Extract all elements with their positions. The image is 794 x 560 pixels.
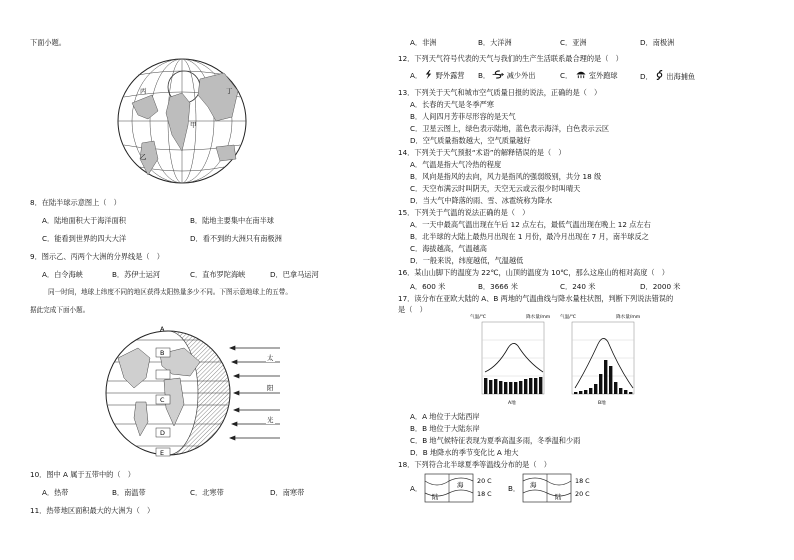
globe1-label-ding: 丁 — [226, 87, 233, 95]
q9-option-b[interactable]: B．苏伊士运河 — [112, 270, 161, 279]
q10-stem: 10．图中 A 属于五带中的（ ） — [30, 470, 135, 479]
q13-option-c[interactable]: C．卫星云图上，绿色表示陆地，蓝色表示海洋，白色表示云区 — [410, 124, 610, 133]
q8-option-c[interactable]: C．能看到世界的四大大洋 — [42, 234, 127, 243]
q12-option-b-text: 减少外出 — [506, 71, 536, 80]
q15-option-b[interactable]: B．北半球的大陆上最热月出现在 1 月份，最冷月出现在 7 月，南半球反之 — [410, 232, 649, 241]
q16-stem: 16．某山山脚下的温度为 22℃，山顶的温度为 10℃，那么这座山的相对高度（ ） — [398, 268, 669, 277]
q15-stem: 15．下列关于气温的说法正确的是（ ） — [398, 208, 530, 217]
q17-option-d[interactable]: D．B 地降水的季节变化比 A 地大 — [410, 448, 519, 457]
q18a-land: 陆 — [432, 493, 439, 501]
chart-b-right-axis-title: 降水量/mm — [616, 315, 641, 320]
sandstorm-icon — [492, 70, 504, 79]
zone-label-b: B — [160, 349, 165, 357]
sunlight-char-yang: 阳 — [267, 384, 274, 392]
q18-option-a[interactable]: A． — [410, 484, 423, 493]
q16-option-d[interactable]: D．2000 米 — [640, 282, 681, 291]
q18a-t20: 20 C — [477, 477, 492, 485]
sunlight-char-tai: 太 — [267, 354, 274, 362]
zone-label-a: A — [160, 325, 165, 333]
climate-chart-b — [558, 312, 648, 410]
q12-option-d-letter: D． — [640, 72, 653, 81]
q18-diagram-b[interactable] — [522, 473, 602, 503]
q15-option-d[interactable]: D．一般来说，纬度越低，气温越低 — [410, 256, 524, 265]
q9-stem: 9．图示乙、丙两个大洲的分界线是（ ） — [30, 252, 164, 261]
q18b-t20: 20 C — [575, 490, 590, 498]
q12-option-c-letter: C． — [560, 71, 573, 80]
q16-option-b[interactable]: B．3666 米 — [478, 282, 518, 291]
q11-option-a[interactable]: A．非洲 — [410, 38, 437, 47]
zone-label-c: C — [160, 396, 165, 404]
globe1-label-bing: 丙 — [140, 87, 147, 95]
q12-option-a[interactable] — [410, 70, 464, 80]
q9-option-a[interactable]: A．白令海峡 — [42, 270, 83, 279]
q18a-sea: 海 — [457, 481, 464, 489]
q13-option-a[interactable]: A．长春的天气是冬季严寒 — [410, 100, 494, 109]
q10-option-b[interactable]: B．南温带 — [112, 488, 146, 497]
typhoon-icon — [655, 70, 664, 80]
sunlight-char-guang: 光 — [267, 416, 274, 424]
q14-option-b[interactable]: B．风向是指风的去向，风力是指风的强弱级别，共分 18 级 — [410, 172, 602, 181]
q14-stem: 14．下列关于天气预报“术语”的解释错误的是（ ） — [398, 148, 566, 157]
q17-option-b[interactable]: B．B 地位于大陆东岸 — [410, 424, 480, 433]
q18b-land: 陆 — [555, 493, 562, 501]
q15-option-a[interactable]: A．一天中最高气温出现在午后 12 点左右，最低气温出现在晚上 12 点左右 — [410, 220, 651, 229]
zone-label-e: E — [160, 449, 165, 457]
q14-option-a[interactable]: A．气温是指大气冷热的程度 — [410, 160, 502, 169]
intro-text: 下面小题。 — [30, 38, 66, 47]
q8-option-d[interactable]: D．看不到的大洲只有南极洲 — [190, 234, 282, 243]
zone-label-d: D — [160, 429, 165, 437]
q8-option-a[interactable]: A．陆地面积大于海洋面积 — [42, 216, 126, 225]
q15-option-c[interactable]: C．海拔越高，气温越高 — [410, 244, 487, 253]
q13-option-b[interactable]: B．人间四月芳菲尽形容的是天气 — [410, 112, 516, 121]
globe1-label-jia: 甲 — [190, 121, 197, 129]
q9-option-c[interactable]: C．直布罗陀海峡 — [190, 270, 246, 279]
q11-option-d[interactable]: D．南极洲 — [640, 38, 675, 47]
q11-stem: 11．热带地区面积最大的大洲为（ ） — [30, 506, 155, 515]
chart-a-left-axis-title: 气温/℃ — [470, 315, 486, 320]
para-five-zones: 同一时间，地球上纬度不同的地区获得太阳热量多少不同。下图示意地球上的五带。 — [48, 288, 292, 296]
q16-option-a[interactable]: A．600 米 — [410, 282, 446, 291]
q9-option-d[interactable]: D．巴拿马运河 — [270, 270, 319, 279]
q17-option-a[interactable]: A．A 地位于大陆西岸 — [410, 412, 480, 421]
q12-option-d[interactable] — [640, 70, 695, 81]
q14-option-d[interactable]: D．当大气中降落的雨、雪、冰雹统称为降水 — [410, 196, 553, 205]
q12-option-b[interactable] — [478, 70, 535, 80]
chart-b-left-axis-title: 气温/℃ — [560, 315, 576, 320]
q18-diagram-a[interactable] — [424, 473, 504, 503]
q12-option-a-text: 野外露营 — [435, 71, 465, 80]
chart-a-caption: A地 — [508, 401, 516, 406]
q16-option-c[interactable]: C．240 米 — [560, 282, 596, 291]
chart-a-right-axis-title: 降水量/mm — [526, 315, 551, 320]
q17-stem: 17．读分布在亚欧大陆的 A、B 两地的气温曲线与降水量柱状图，判断下列说法错误的 — [398, 294, 674, 303]
five-zones-globe — [100, 318, 290, 468]
q8-stem: 8．在陆半球示意图上（ ） — [30, 198, 121, 207]
q12-stem: 12．下列天气符号代表的天气与我们的生产生活联系最合理的是（ ） — [398, 54, 623, 63]
climate-chart-a — [468, 312, 558, 410]
q18b-t18: 18 C — [575, 477, 590, 485]
q10-option-a[interactable]: A．热带 — [42, 488, 69, 497]
q10-option-d[interactable]: D．南寒带 — [270, 488, 305, 497]
land-hemisphere-globe — [112, 55, 252, 187]
q18a-t18: 18 C — [477, 490, 492, 498]
q18-option-b[interactable]: B． — [508, 484, 521, 493]
q12-option-c-text: 室外跑球 — [588, 71, 618, 80]
q11-option-c[interactable]: C．亚洲 — [560, 38, 587, 47]
q18b-sea: 海 — [530, 481, 537, 489]
q11-option-b[interactable]: B．大洋洲 — [478, 38, 512, 47]
q12-option-c[interactable] — [560, 70, 618, 80]
q17-option-c[interactable]: C．B 地气候特征表现为夏季高温多雨，冬季温和少雨 — [410, 436, 581, 445]
q12-option-b-letter: B． — [478, 71, 491, 80]
q12-option-a-letter: A． — [410, 71, 423, 80]
thunderstorm-icon — [424, 70, 433, 79]
q12-option-d-text: 出海捕鱼 — [666, 72, 696, 81]
para-instruction: 据此完成下面小题。 — [30, 306, 90, 314]
q8-option-b[interactable]: B．陆地主要集中在南半球 — [190, 216, 274, 225]
q10-option-c[interactable]: C．北寒带 — [190, 488, 224, 497]
globe1-label-yi: 乙 — [140, 153, 147, 161]
q13-stem: 13．下列关于天气和城市空气质量日报的说法，正确的是（ ） — [398, 88, 602, 97]
q13-option-d[interactable]: D．空气质量指数越大，空气质量越好 — [410, 136, 531, 145]
q18-stem: 18．下列符合北半球夏季等温线分布的是（ ） — [398, 460, 551, 469]
q17-stem-cont: 是（ ） — [398, 305, 427, 314]
rain-icon — [575, 70, 587, 79]
chart-b-caption: B地 — [598, 401, 606, 406]
q14-option-c[interactable]: C．天空布满云时叫阴天，天空无云或云很少时叫晴天 — [410, 184, 581, 193]
